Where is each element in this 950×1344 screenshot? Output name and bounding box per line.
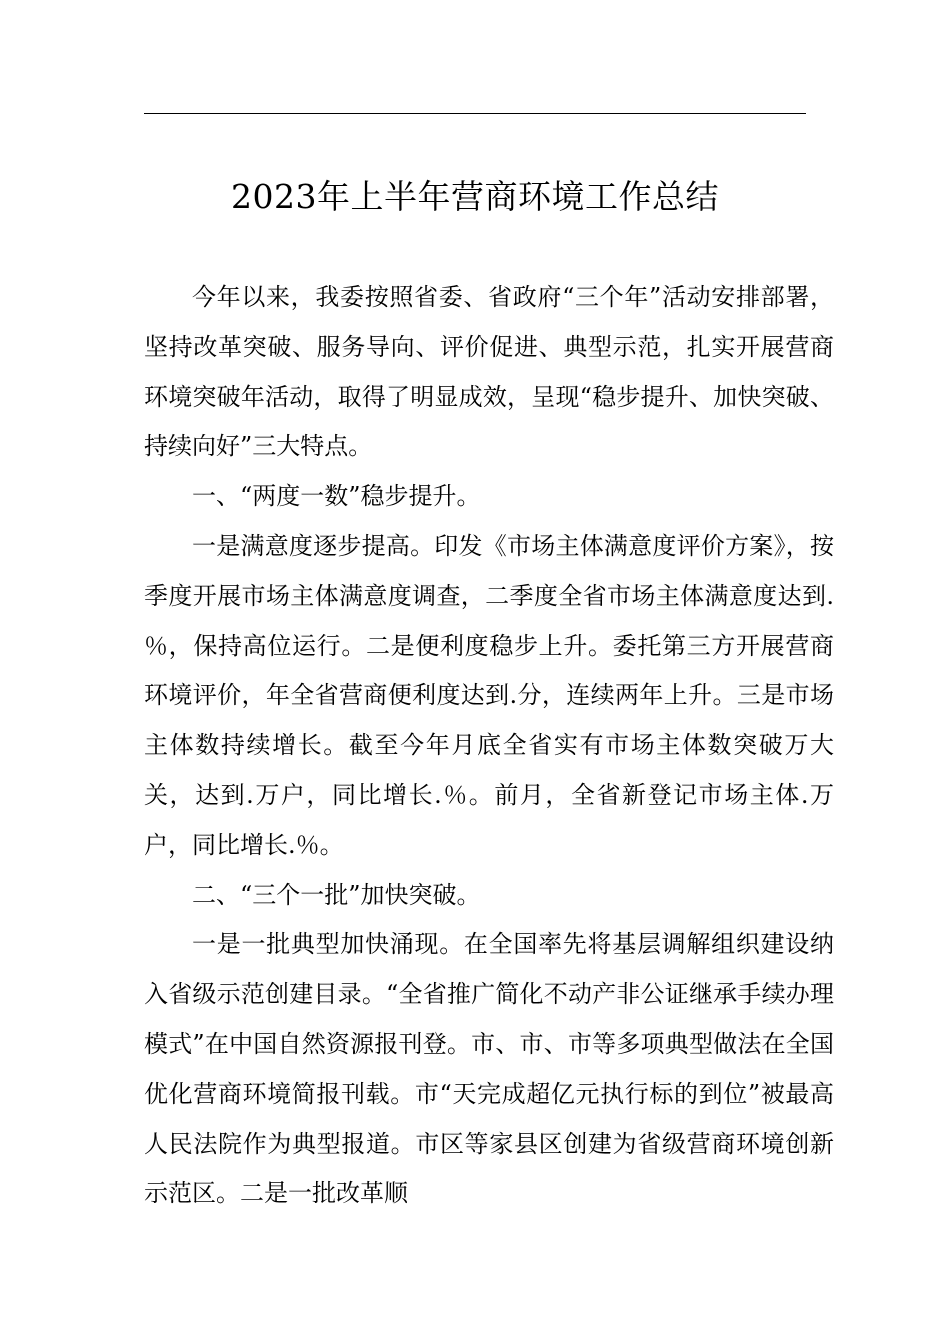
section-2-paragraph: 一是一批典型加快涌现。在全国率先将基层调解组织建设纳入省级示范创建目录。“全省推广简化不动产非公证继承手续办理模式”在中国自然资源报刊登。市、市、市等多项典型做法在全国优化营商环境简报刊载。市“天完成超亿元执行标的到位”被最高人民法院作为典型报道。市区等家县区创建为省级营商环境创新示范区。二是一批改革顺 [144, 930, 834, 1208]
intro-paragraph: 今年以来，我委按照省委、省政府“三个年”活动安排部署，坚持改革突破、服务导向、评价促进、典型示范，扎实开展营商环境突破年活动，取得了明显成效，呈现“稳步提升、加快突破、持续向好”三大特点。 [144, 283, 834, 461]
header-rule [144, 113, 806, 114]
document-body [144, 273, 834, 1219]
section-1-paragraph: 一是满意度逐步提高。印发《市场主体满意度评价方案》，按季度开展市场主体满意度调查，二季度全省市场主体满意度达到.％，保持高位运行。二是便利度稳步上升。委托第三方开展营商环境评价，年全省营商便利度达到.分，连续两年上升。三是市场主体数持续增长。截至今年月底全省实有市场主体数突破万大关，达到.万户，同比增长.％。前月，全省新登记市场主体.万户，同比增长.％。 [144, 531, 834, 859]
section-heading-1: 一、“两度一数”稳步提升。 [192, 482, 481, 511]
document-title: 2023年上半年营商环境工作总结 [231, 177, 719, 216]
section-heading-2: 二、“三个一批”加快突破。 [192, 880, 481, 909]
